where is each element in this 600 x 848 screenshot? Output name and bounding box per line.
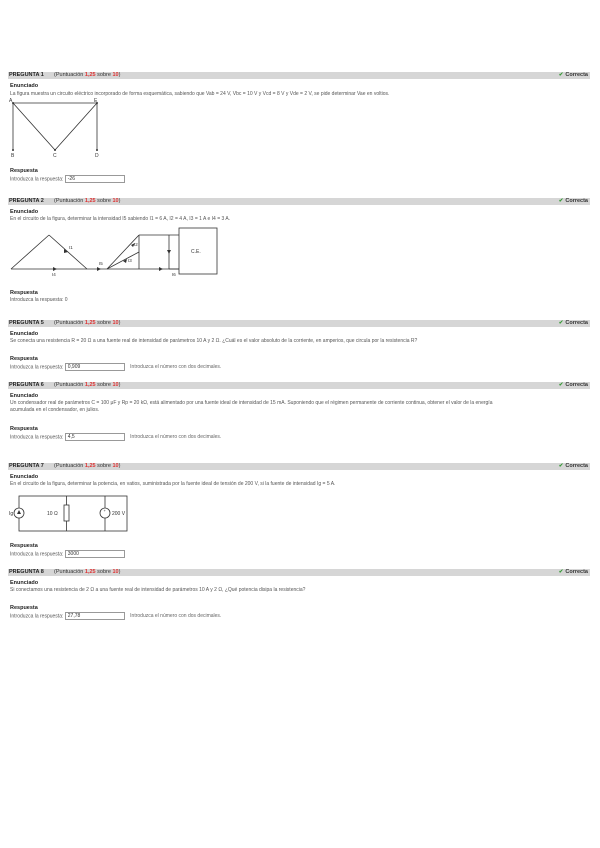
status-correct: ✔ Correcta [558,463,588,469]
answer-input[interactable]: 4,5 [65,433,125,441]
answer-label: Respuesta [10,356,38,362]
answer-input[interactable]: 0,909 [65,363,125,371]
statement-label: Enunciado [10,209,39,215]
statement-text: Un condensador real de parámetros C = 100 μF y Rp = 20 kΩ, está alimentado por una fuente ideal de intensidad de 15 mA. Suponiendo que el régimen permanente de corriente continua, obtener el valor de la energía [10,400,493,406]
question-header [8,569,590,576]
question-number: PREGUNTA 8 [9,569,44,575]
circuit-figure-2 [9,222,224,282]
answer-row: Introduzca la respuesta: 0,909 Introduzca el número con dos decimales. [10,364,222,371]
question-2 [8,198,590,303]
question-1 [8,72,590,183]
question-8 [8,569,590,620]
box-label: C.E. [191,249,201,255]
question-number: PREGUNTA 2 [9,198,44,204]
statement-text: Si conectamos una resistencia de 2 Ω a una fuente real de intensidad de parámetros 10 A y 2 Ω, ¿Qué potencia disipa la resistencia? [10,587,306,593]
question-number: PREGUNTA 6 [9,382,44,388]
question-score: (Puntuación 1,25 sobre 10) [54,198,121,204]
status-correct: ✔ Correcta [558,198,588,204]
statement-label: Enunciado [10,331,39,337]
answer-row: Introduzca la respuesta: 3000 [10,550,125,558]
status-correct: ✔ Correcta [558,569,588,575]
question-7 [8,463,590,558]
statement-label: Enunciado [10,83,39,89]
answer-row: Introduzca la respuesta: 4,5 Introduzca el número con dos decimales. [10,434,222,441]
statement-label: Enunciado [10,580,39,586]
answer-hint: Introduzca el número con dos decimales. [130,613,222,620]
answer-label: Respuesta [10,426,38,432]
answer-row: Introduzca la respuesta: 0 [10,297,68,303]
current-label: I3 [128,258,132,263]
question-number: PREGUNTA 5 [9,320,44,326]
circuit-figure-7 [9,493,134,535]
question-header [8,382,590,389]
node-label: A [9,98,13,104]
check-icon: ✔ [558,72,564,78]
statement-label: Enunciado [10,393,39,399]
question-header [8,198,590,205]
answer-label: Respuesta [10,290,38,296]
statement-label: Enunciado [10,474,39,480]
answer-hint: Introduzca el número con dos decimales. [130,434,222,441]
question-number: PREGUNTA 7 [9,463,44,469]
answer-value: 0 [64,297,68,303]
check-icon: ✔ [558,569,564,575]
voltage-label: 200 V [112,511,126,517]
statement-text-2: acumulada en el condensador, en julios. [10,407,100,413]
answer-row: Introduzca la respuesta: 27,78 Introduzca el número con dos decimales. [10,613,222,620]
question-header [8,72,590,79]
status-correct: ✔ Correcta [558,72,588,78]
check-icon: ✔ [558,198,564,204]
check-icon: ✔ [558,382,564,388]
answer-label: Respuesta [10,168,38,174]
current-source-label: Ig [9,511,14,517]
check-icon: ✔ [558,463,564,469]
node-label: E [94,98,98,104]
statement-text: En el circuito de la figura, determinar la intensidad I5 sabiendo I1 = 6 A, I2 = 4 A, I3 = 1 A e I4 = 3 A. [10,216,231,222]
answer-label: Respuesta [10,605,38,611]
status-correct: ✔ Correcta [558,320,588,326]
question-score: (Puntuación 1,25 sobre 10) [54,463,121,469]
question-score: (Puntuación 1,25 sobre 10) [54,382,121,388]
current-label: I5 [99,261,103,266]
question-5 [8,320,590,371]
svg-text:+: + [103,508,106,513]
answer-input[interactable]: 27,78 [65,612,125,620]
question-score: (Puntuación 1,25 sobre 10) [54,72,121,78]
answer-label: Respuesta [10,543,38,549]
question-score: (Puntuación 1,25 sobre 10) [54,320,121,326]
current-label: I6 [172,272,176,277]
current-label: I2 [134,242,138,247]
statement-text: La figura muestra un circuito eléctrico incorporado de forma esquemática, sabiendo que Vab = 24 V, Vbc = 10 V y Vcd = 8 V y Vde = 2 V, se pide determinar Vae en voltios. [10,91,390,97]
answer-input[interactable]: -26 [65,175,125,183]
node-label: D [95,153,99,159]
question-6 [8,382,590,441]
check-icon: ✔ [558,320,564,326]
current-label: I4 [52,272,56,277]
question-score: (Puntuación 1,25 sobre 10) [54,569,121,575]
question-header [8,320,590,327]
current-label: I1 [69,245,73,250]
answer-row: Introduzca la respuesta: -26 [10,175,125,183]
question-number: PREGUNTA 1 [9,72,44,78]
statement-text: Se conecta una resistencia R = 20 Ω a una fuente real de intensidad de parámetros 10 A y 2 Ω. ¿Cuál es el valor absoluto de la corriente, en amperios, que circula por la resistencia R? [10,338,418,344]
resistor-label: 10 Ω [47,511,58,517]
answer-input[interactable]: 3000 [65,550,125,558]
question-header [8,463,590,470]
status-correct: ✔ Correcta [558,382,588,388]
node-label: C [53,153,57,159]
answer-hint: Introduzca el número con dos decimales. [130,364,222,371]
statement-text: En el circuito de la figura, determinar la potencia, en vatios, suministrada por la fuente ideal de tensión de 200 V, si la fuente de intensidad Ig = 5 A. [10,481,336,487]
node-label: B [11,153,15,159]
circuit-figure-1 [9,98,109,160]
